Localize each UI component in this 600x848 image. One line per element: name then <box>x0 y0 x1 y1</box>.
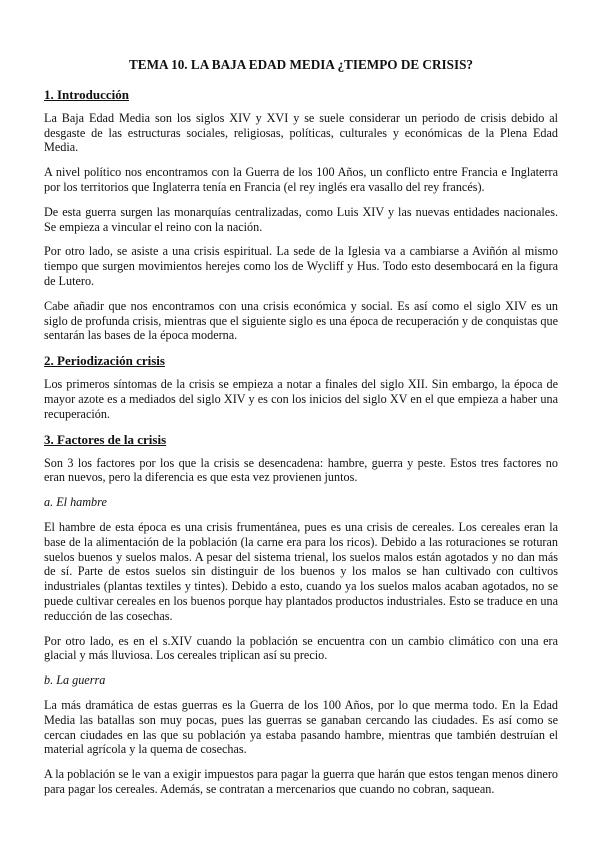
paragraph: Son 3 los factores por los que la crisis se desencadena: hambre, guerra y peste. Estos tres factores no eran nuevos, pero la diferencia es que esta vez provienen juntos. <box>44 455 558 485</box>
paragraph: Cabe añadir que nos encontramos con una crisis económica y social. Es así como el siglo XIV es un siglo de profunda crisis, mientras que el siguiente siglo es una época de recuperación y de conquistas que sentarán las bases de la época moderna. <box>44 298 558 343</box>
paragraph: El hambre de esta época es una crisis frumentánea, pues es una crisis de cereales. Los cereales eran la base de la alimentación de la población (la carne era para los ricos). Debido a las roturaciones se roturan suelos buenos y suelos malos. A pesar del sistema trienal, los suelos malos están agotados y no dan más de sí. Parte de estos suelos sin distinguir de los buenos y los malos se han cultivado con cultivos industriales (plantas textiles y tintes). Debido a esto, cuando ya los suelos malos acaban agotados, no se puede cultivar cereales en los buenos porque hay plantados productos industriales. Esto se traduce en una reducción de las cosechas. <box>44 519 558 623</box>
section-heading-introduccion: 1. Introducción <box>44 86 129 102</box>
document-title: TEMA 10. LA BAJA EDAD MEDIA ¿TIEMPO DE CRISIS? <box>128 57 474 72</box>
subsection-heading-hambre: a. El hambre <box>44 495 107 510</box>
document-page <box>44 58 558 807</box>
section-heading-factores: 3. Factores de la crisis <box>44 431 167 447</box>
paragraph: De esta guerra surgen las monarquías centralizadas, como Luis XIV y las nuevas entidades nacionales. Se empieza a vincular el reino con la nación. <box>44 204 558 234</box>
paragraph: A la población se le van a exigir impuestos para pagar la guerra que harán que estos tengan menos dinero para pagar los cereales. Además, se contratan a mercenarios que cuando no cobran, saquean. <box>44 767 558 796</box>
section-heading-periodizacion: 2. Periodización crisis <box>44 353 165 369</box>
paragraph: A nivel político nos encontramos con la Guerra de los 100 Años, un conflicto entre Francia e Inglaterra por los territorios que Inglaterra tenía en Francia (el rey inglés era vasallo del rey francés). <box>44 165 558 194</box>
paragraph: La más dramática de estas guerras es la Guerra de los 100 Años, por lo que merma todo. En la Edad Media las batallas son muy pocas, pues las guerras se ganaban cercando las ciudades. Es así como se cercan ciudades en las que su población ya estaba pasando hambre, mientras que también destruían el material agrícola y la quema de cosechas. <box>44 697 558 757</box>
paragraph: La Baja Edad Media son los siglos XIV y XVI y se suele considerar un periodo de crisis debido al desgaste de las estructuras sociales, religiosas, políticas, culturales y económicas de la Plena Edad Media. <box>44 110 558 155</box>
subsection-heading-guerra: b. La guerra <box>44 673 106 688</box>
paragraph: Los primeros síntomas de la crisis se empieza a notar a finales del siglo XII. Sin embargo, la época de mayor azote es a mediados del siglo XIV y es con los inicios del siglo XV en el que empieza a haber una recuperación. <box>44 377 558 421</box>
paragraph: Por otro lado, es en el s.XIV cuando la población se encuentra con un cambio climático con una era glacial y más lluviosa. Los cereales triplican así su precio. <box>44 633 558 663</box>
paragraph: Por otro lado, se asiste a una crisis espiritual. La sede de la Iglesia va a cambiarse a Aviñón al mismo tiempo que surgen movimientos herejes como los de Wycliff y Hus. Todo esto desembocará en la figura de Lutero. <box>44 244 558 288</box>
